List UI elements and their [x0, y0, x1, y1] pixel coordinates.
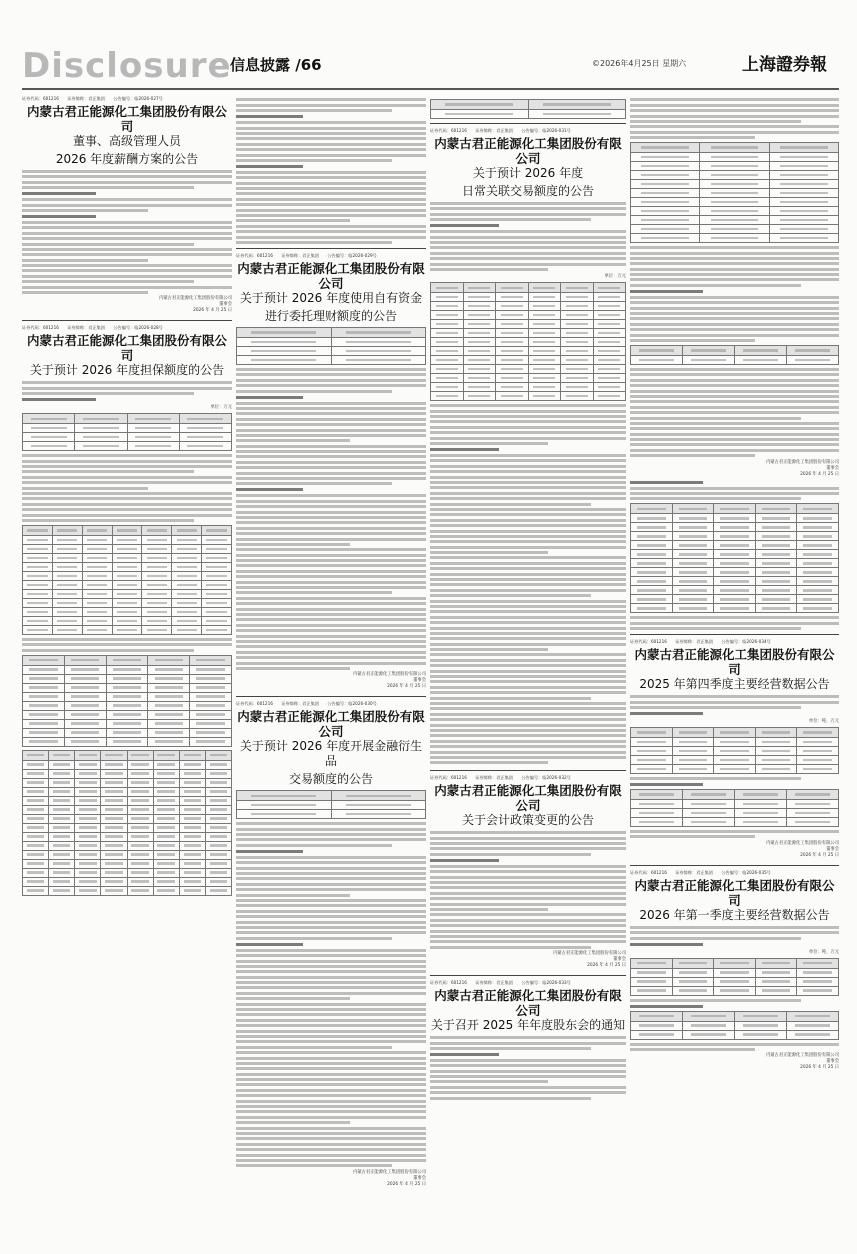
notice-title: 关于预计 2026 年度开展金融衍生品 [239, 739, 423, 769]
notice-signature: 内蒙古君正能源化工集团股份有限公司 董事会 2026 年 4 月 25 日 [352, 672, 426, 690]
notice-title: 关于预计 2026 年度担保额度的公告 [29, 363, 225, 378]
notice-title: 关于预计 2026 年度 [472, 166, 584, 180]
q1-price-table [630, 1011, 839, 1040]
wealth-summary-table [236, 327, 426, 365]
subsidiary-info-table [22, 655, 232, 747]
section-title: 信息披露 /66 [230, 56, 322, 74]
q1-production-table [630, 958, 839, 996]
table-unit: 单位：万元 [604, 274, 626, 280]
notice-meta: 证券代码：601216 证券简称：君正集团 公告编号：临2026-034号 [630, 639, 771, 645]
notice-title: 2025 年第四季度主要经营数据公告 [639, 677, 830, 692]
notice-meta: 证券代码：601216 证券简称：君正集团 公告编号：临2026-031号 [430, 128, 571, 133]
notice-related-transactions [430, 128, 626, 764]
notice-title-line2: 进行委托理财额度的公告 [264, 308, 397, 323]
q4-production-table [630, 727, 839, 774]
notice-company: 内蒙古君正能源化工集团股份有限公司 [634, 647, 835, 678]
notice-signature: 内蒙古君正能源化工集团股份有限公司 董事会 2026 年 4 月 25 日 [552, 951, 626, 969]
notice-company: 内蒙古君正能源化工集团股份有限公司 [634, 877, 835, 908]
notice-accounting-policy [430, 775, 626, 969]
continued-text [236, 98, 426, 244]
notice-meta: 证券代码：601216 证券简称：君正集团 公告编号：临2026-028号 [22, 325, 163, 331]
notice-wealth-management [236, 253, 426, 690]
meeting-registration-table [630, 345, 839, 365]
notice-meta: 证券代码：601216 证券简称：君正集团 公告编号：临2026-033号 [430, 980, 571, 986]
continued-table [430, 99, 626, 119]
column-2 [236, 96, 426, 1194]
subsidiary-finance-table [22, 750, 232, 896]
table-unit: 单位：吨、万元 [808, 949, 839, 955]
meeting-agenda-table [630, 142, 839, 243]
notice-signature: 内蒙古君正能源化工集团股份有限公司 董事会 2026 年 4 月 25 日 [765, 840, 839, 858]
notice-shareholder-meeting [430, 980, 626, 1100]
continued-text [630, 98, 839, 139]
notice-company: 内蒙古君正能源化工集团股份有限公司 [26, 104, 227, 134]
notice-company: 内蒙古君正能源化工集团股份有限公司 [237, 260, 425, 291]
notice-title-line2: 交易额度的公告 [288, 772, 373, 787]
table-unit: 单位：万元 [210, 405, 232, 411]
notice-company: 内蒙古君正能源化工集团股份有限公司 [434, 136, 622, 166]
notice-title: 关于召开 2025 年年度股东会的通知 [430, 1018, 626, 1033]
notice-meta: 证券代码：601216 证券简称：君正集团 公告编号：临2026-030号 [236, 701, 377, 707]
column-1 [22, 96, 232, 902]
notice-meta: 证券代码：601216 证券简称：君正集团 公告编号：临2026-032号 [430, 775, 571, 781]
guarantee-summary-table [22, 413, 232, 451]
table-unit: 单位：吨、万元 [808, 718, 839, 724]
notice-company: 内蒙古君正能源化工集团股份有限公司 [26, 333, 227, 364]
proxy-form-table [630, 503, 839, 613]
notice-company: 内蒙古君正能源化工集团股份有限公司 [434, 783, 622, 814]
notice-title-line2: 日常关联交易额度的公告 [461, 184, 594, 198]
notice-meta: 证券代码：601216 证券简称：君正集团 公告编号：临2026-035号 [630, 869, 771, 875]
notice-company: 内蒙古君正能源化工集团股份有限公司 [434, 988, 622, 1019]
notice-guarantee [22, 325, 232, 895]
related-transactions-table [430, 282, 626, 401]
masthead [22, 44, 839, 90]
notice-body [22, 170, 232, 294]
notice-q4-operating-data [630, 639, 839, 859]
notice-signature: 内蒙古君正能源化工集团股份有限公司 董事会 2026 年 4 月 25 日 [765, 459, 839, 477]
notice-company: 内蒙古君正能源化工集团股份有限公司 [237, 709, 425, 740]
notice-meta: 证券代码：601216 证券简称：君正集团 公告编号：临2026-027号 [22, 96, 163, 101]
notice-title: 董事、高级管理人员 [72, 134, 181, 148]
derivatives-summary-table [236, 790, 426, 819]
notice-signature: 内蒙古君正能源化工集团股份有限公司 董事会 2026 年 4 月 25 日 [765, 1053, 839, 1071]
notice-q1-operating-data [630, 870, 839, 1072]
notice-title: 关于预计 2026 年度使用自有资金 [239, 290, 423, 305]
notice-signature: 内蒙古君正能源化工集团股份有限公司 董事会 2026 年 4 月 25 日 [352, 1169, 426, 1187]
section-logo: Disclosure [22, 46, 232, 86]
notice-derivatives [236, 701, 426, 1187]
notice-title-line2: 2026 年度薪酬方案的公告 [55, 152, 199, 166]
newspaper-logo: 上海證券報 [742, 55, 827, 75]
notice-title: 2026 年第一季度主要经营数据公告 [639, 907, 830, 922]
notice-compensation [22, 96, 232, 314]
column-4 [630, 96, 839, 1077]
notice-meta: 证券代码：601216 证券简称：君正集团 公告编号：临2026-029号 [236, 252, 377, 258]
q4-price-table [630, 789, 839, 827]
column-3 [430, 96, 626, 1106]
notice-title: 关于会计政策变更的公告 [461, 813, 594, 828]
notice-signature: 内蒙古君正能源化工集团股份有限公司 董事会 2026 年 4 月 25 日 [158, 296, 232, 314]
issue-date: ©2026年4月25日 星期六 [592, 59, 687, 68]
guarantee-detail-table [22, 525, 232, 635]
